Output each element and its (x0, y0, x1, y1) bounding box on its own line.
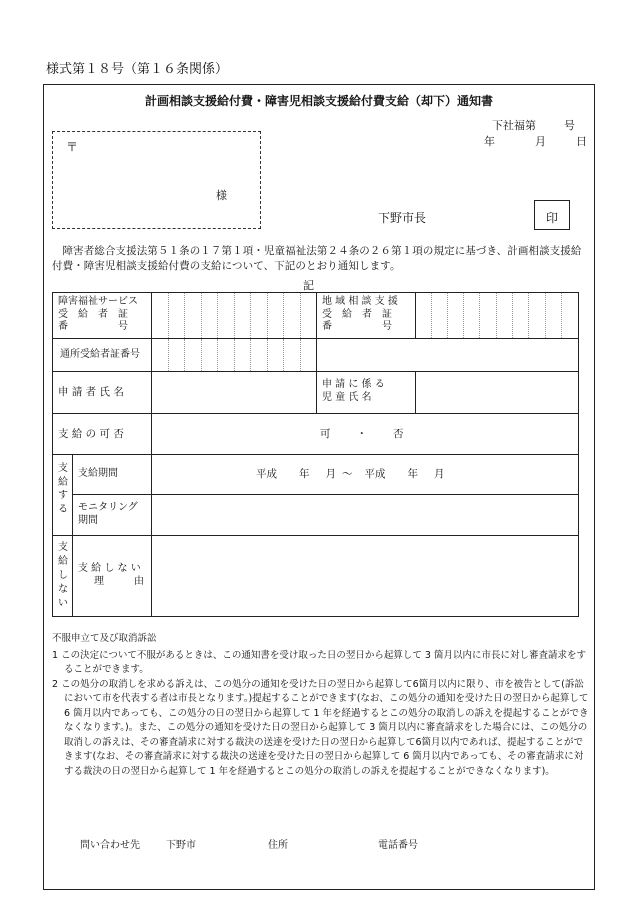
table-line (578, 292, 579, 617)
document-title: 計画相談支援給付費・障害児相談支援給付費支給（却下）通知書 (144, 94, 493, 108)
monitoring-line: モニタリング (78, 502, 138, 513)
doc-number-prefix: 下社福第 (492, 119, 536, 132)
issue-date (484, 133, 587, 149)
recipient-honorific: 様 (216, 189, 227, 202)
doc-number-suffix: 号 (564, 119, 575, 132)
seal-label: 印 (545, 211, 558, 225)
regional-cert-line: 番 号 (322, 321, 392, 332)
service-cert-label (58, 296, 146, 334)
ki-marker: 記 (303, 279, 314, 292)
period-value (256, 468, 445, 481)
contact-city: 下野市 (166, 840, 196, 851)
deny-side-char: 支 (58, 542, 68, 553)
regional-cert-line: 地 域 相 談 支 援 (322, 296, 398, 307)
grant-side-char: す (58, 490, 68, 501)
grant-side-label (56, 462, 70, 516)
table-line (72, 494, 579, 495)
period-year-start: 年 (299, 468, 310, 480)
table-line (316, 371, 317, 414)
period-tilde: 〜 (342, 468, 353, 480)
postal-mark: 〒 (66, 140, 79, 154)
approval-yes: 可 (320, 428, 331, 440)
deny-side-label (56, 541, 70, 611)
table-line (52, 616, 579, 617)
daycare-cert-label: 通所受給者証番号 (60, 349, 140, 360)
period-month-end: 月 (434, 468, 445, 480)
reason-line: 支 給 し な い (78, 563, 141, 574)
table-line (151, 292, 152, 617)
grant-side-char: 給 (58, 476, 68, 488)
seal-box (534, 200, 570, 230)
period-era-end: 平成 (364, 468, 386, 480)
period-month-start: 月 (325, 468, 336, 480)
date-day: 日 (576, 135, 587, 148)
period-label: 支給期間 (78, 468, 118, 479)
table-line (415, 292, 416, 339)
contact-address-label: 住所 (268, 840, 288, 851)
monitoring-label (78, 502, 138, 527)
table-line (316, 292, 317, 372)
deny-side-char: し (58, 570, 68, 581)
notes-item-2: 2 この処分の取消しを求める訴えは、この処分の通知を受けた日の翌日から起算して6箇月以内に限り、市を被告として(訴訟において市を代表する者は市長となります。)提起することができます(なお、この処分の通知を受けた日の翌日から起算して 6 箇月以内であっても、この処分の日の翌日から起算して 1 年を経過するとこの処分の取消しの訴えを提起することができなくなります。)。また、この処分の通知を受けた日の翌日から起算して 3 箇月以内に審査請求をした場合には、この処分の取消しの訴えは、その審査請求に対する裁決の送達を受けた日の翌日から起算して6箇月以内であれば、提起することができます(なお、その審査請求に対する裁決の送達を受けた日の翌日から起算して 6 箇月以内であっても、その審査請求に対する裁決の日の翌日から起算して 1 年を経過するとこの処分の取消しの訴えを提起することができなくなります)。 (52, 678, 589, 777)
issuer-mayor: 下野市長 (378, 211, 427, 225)
approval-dot: ・ (356, 428, 367, 440)
service-cert-line: 受 給 者 証 (58, 308, 128, 320)
document-number (492, 117, 575, 133)
intro-paragraph (52, 244, 590, 274)
reason-line: 理 由 (94, 575, 144, 587)
approval-value (320, 428, 404, 441)
applicant-name-label: 申 請 者 氏 名 (58, 386, 124, 398)
table-line (72, 454, 73, 617)
approval-no: 否 (393, 428, 404, 440)
deny-side-char: い (58, 598, 68, 609)
service-cert-line: 障害福祉サービス (58, 296, 138, 307)
monitoring-line: 期間 (78, 514, 98, 526)
period-year-end: 年 (407, 468, 418, 480)
child-name-label (322, 379, 385, 404)
contact-label: 問い合わせ先 (80, 840, 140, 851)
service-cert-line: 番 号 (58, 321, 128, 332)
appeal-notes (52, 632, 592, 779)
child-name-line: 申 請 に 係 る (322, 379, 385, 390)
recipient-address-box (52, 131, 261, 229)
deny-side-char: 給 (58, 556, 68, 567)
grant-side-char: 支 (58, 463, 68, 474)
date-month: 月 (535, 135, 546, 148)
table-line (415, 371, 416, 414)
table-line (52, 535, 579, 536)
regional-cert-line: 受 給 者 証 (322, 308, 392, 320)
notes-item-1: 1 この決定について不服があるときは、この通知書を受け取った日の翌日から起算して 3 箇月以内に市長に対し審査請求をすることができます。 (52, 649, 586, 675)
form-number-label: 様式第１８号（第１６条関係） (46, 62, 229, 77)
regional-cert-label (322, 296, 410, 334)
table-line (52, 292, 53, 617)
table-line (52, 454, 579, 455)
approval-label: 支 給 の 可 否 (58, 428, 124, 440)
reason-label (78, 563, 144, 588)
deny-side-char: な (58, 584, 68, 595)
intro-text: 障害者総合支援法第５１条の１７第１項・児童福祉法第２４条の２６第１項の規定に基づき、計画相談支援給付費・障害児相談支援給付費の支給について、下記のとおり通知します。 (52, 245, 582, 272)
grant-side-char: る (58, 503, 68, 515)
contact-phone-label: 電話番号 (378, 840, 418, 851)
notes-heading: 不服申立て及び取消訴訟 (52, 633, 157, 644)
period-era-start: 平成 (256, 468, 277, 480)
child-name-line: 児 童 氏 名 (322, 391, 372, 403)
date-year: 年 (484, 135, 495, 148)
